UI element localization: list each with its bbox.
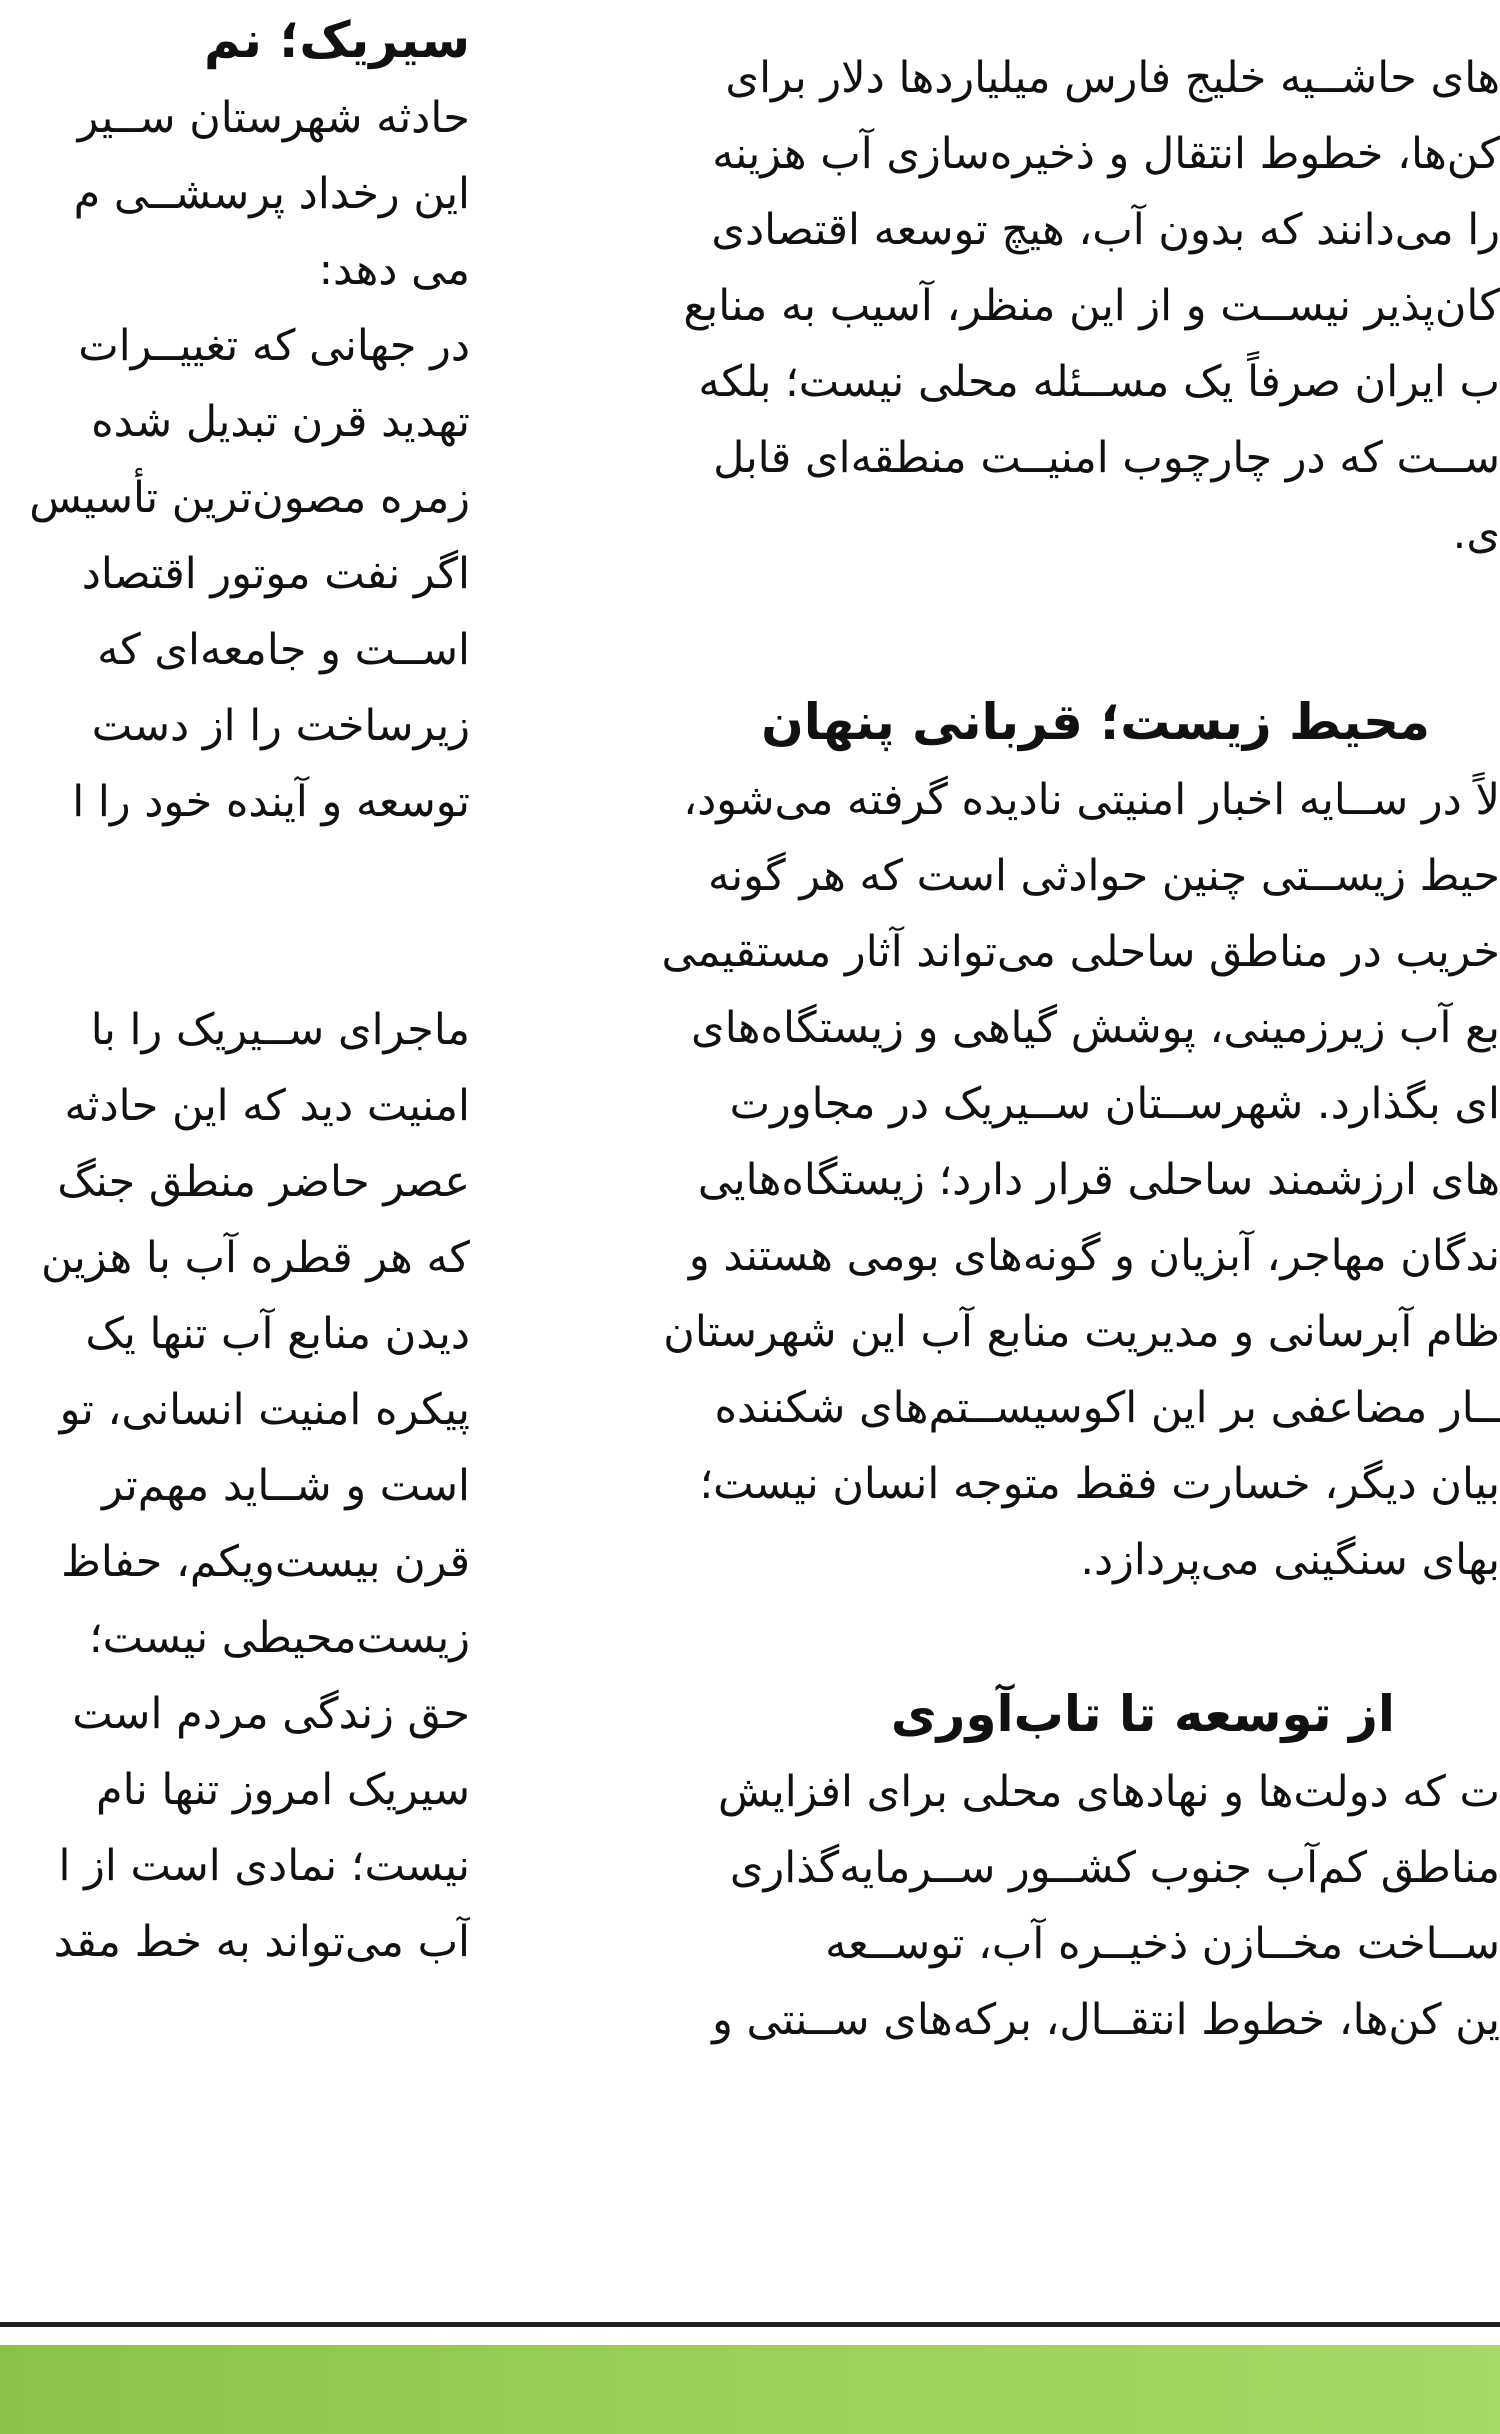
spacer [0, 840, 470, 916]
text-line: قرن بیست‌ویکم، حفاظ [61, 1537, 470, 1587]
text-line: های حاشــیه خلیج فارس میلیاردها دلار برای [725, 53, 1500, 103]
left-column [0, 0, 470, 2300]
text-line: کان‌پذیر نیســت و از این منظر، آسیب به منابع [683, 281, 1500, 331]
text-line: این رخداد پرسشــی م [73, 169, 470, 219]
text-line: توسعه و آینده خود را ا [72, 777, 470, 827]
text-line: در جهانی که تغییــرات [78, 321, 470, 371]
text-line: ماجرای ســیریک را با [90, 1005, 470, 1055]
text-line: سیریک امروز تنها نام [96, 1765, 470, 1815]
text-line: ســت که در چارچوب امنیــت منطقه‌ای قابل [713, 433, 1500, 483]
text-line: اســت و جامعه‌ای که [97, 625, 470, 675]
section-heading-environment: محیط زیست؛ قربانی پنهان [761, 693, 1430, 751]
right-paragraph-2 [540, 762, 1500, 1598]
left-paragraph-3 [0, 992, 470, 1980]
text-line: است و شــاید مهم‌تر [102, 1461, 470, 1511]
text-line: تهدید قرن تبدیل شده [91, 397, 470, 447]
text-line: نیست؛ نمادی است از ا [58, 1841, 470, 1891]
text-line: دیدن منابع آب تنها یک [85, 1309, 470, 1359]
text-line: اگر نفت موتور اقتصاد [81, 549, 470, 599]
text-line: های ارزشمند ساحلی قرار دارد؛ زیستگاه‌هایی [697, 1155, 1500, 1205]
text-line: که هر قطره آب با هزین [41, 1233, 470, 1283]
spacer [540, 0, 1500, 40]
text-line: خریب در مناطق ساحلی می‌تواند آثار مستقیمی [661, 927, 1500, 977]
footer-green-band [0, 2345, 1500, 2434]
text-line: ــار مضاعفی بر این اکوسیســتم‌های شکننده [714, 1383, 1500, 1433]
text-line: زمره مصون‌ترین تأسیس [29, 473, 470, 523]
text-line: حق زندگی مردم است [72, 1689, 470, 1739]
text-line: زیست‌محیطی نیست؛ [88, 1613, 470, 1663]
footer-divider [0, 2322, 1500, 2327]
text-line: لاً در ســایه اخبار امنیتی نادیده گرفته می‌شود، [683, 775, 1500, 825]
text-line: کن‌ها، خطوط انتقال و ذخیره‌سازی آب هزینه [712, 129, 1500, 179]
text-line: ی. [1452, 509, 1500, 559]
left-paragraph-1 [0, 80, 470, 308]
spacer [0, 916, 470, 992]
text-line: ب ایران صرفاً یک مســئله محلی نیست؛ بلکه [698, 357, 1500, 407]
section-heading-resilience: از توسعه تا تاب‌آوری [890, 1685, 1395, 1743]
text-line: ت که دولت‌ها و نهادهای محلی برای افزایش [717, 1767, 1500, 1817]
text-line: حیط زیســتی چنین حوادثی است که هر گونه [708, 851, 1500, 901]
text-line: ظام آبرسانی و مدیریت منابع آب این شهرستان [663, 1307, 1500, 1357]
text-line: بع آب زیرزمینی، پوشش گیاهی و زیستگاه‌های [691, 1003, 1500, 1053]
text-line: حادثه شهرستان ســیر [77, 93, 470, 143]
spacer [540, 572, 1500, 682]
text-line: بیان دیگر، خسارت فقط متوجه انسان نیست؛ [699, 1459, 1500, 1509]
text-line: ین کن‌ها، خطوط انتقــال، برکه‌های ســنتی و [712, 1995, 1500, 2045]
right-paragraph-3 [540, 1754, 1500, 2058]
text-line: بهای سنگینی می‌پردازد. [1080, 1535, 1500, 1585]
text-line: ســاخت مخــازن ذخیــره آب، توســعه [825, 1919, 1500, 1969]
text-line: عصر حاضر منطق جنگ [57, 1157, 470, 1207]
left-section-heading: سیریک؛ نم [203, 11, 470, 69]
text-line: زیرساخت را از دست [91, 701, 470, 751]
text-line: مناطق کم‌آب جنوب کشــور ســرمایه‌گذاری [729, 1843, 1500, 1893]
right-paragraph-1 [540, 40, 1500, 572]
text-line: می دهد: [318, 245, 470, 295]
right-column [540, 0, 1500, 2300]
left-paragraph-2 [0, 308, 470, 840]
text-line: پیکره امنیت انسانی، تو [59, 1385, 470, 1435]
text-line: آب می‌تواند به خط مقد [53, 1917, 470, 1967]
text-line: ندگان مهاجر، آبزیان و گونه‌های بومی هستند و [688, 1231, 1500, 1281]
text-line: را می‌دانند که بدون آب، هیچ توسعه اقتصادی [711, 205, 1500, 255]
text-line: ای بگذارد. شهرســتان ســیریک در مجاورت [729, 1079, 1500, 1129]
spacer [540, 1598, 1500, 1674]
text-line: امنیت دید که این حادثه [64, 1081, 470, 1131]
